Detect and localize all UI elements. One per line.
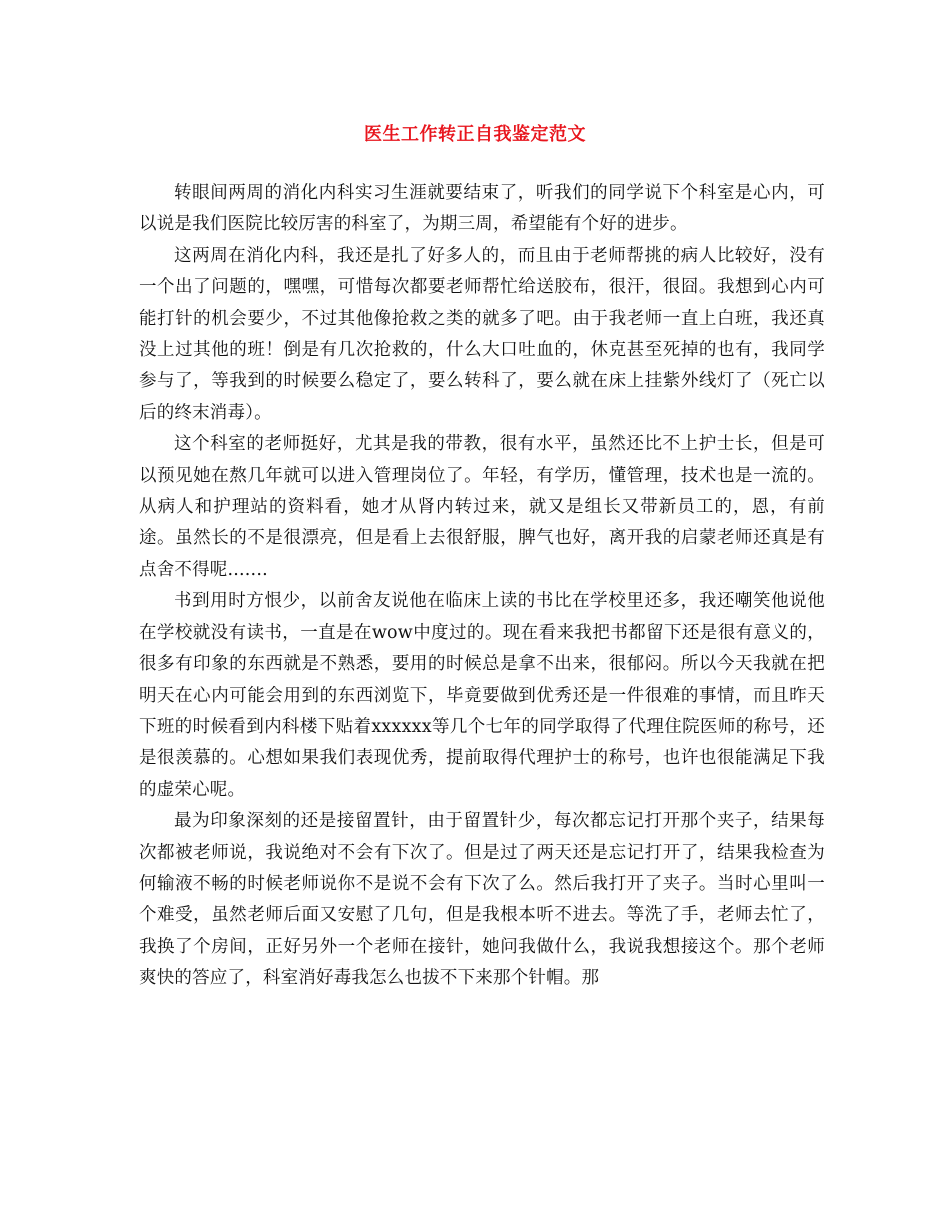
paragraph-2: 这两周在消化内科，我还是扎了好多人的，而且由于老师帮挑的病人比较好，没有一个出了问题的，嘿嘿，可惜每次都要老师帮忙给送胶布，很汗，很囧。我想到心内可能打针的机会要少，不过其他像抢救之类的就多了吧。由于我老师一直上白班，我还真没上过其他的班！倒是有几次抢救的，什么大口吐血的，休克甚至死掉的也有，我同学参与了，等我到的时候要么稳定了，要么转科了，要么就在床上挂紫外线灯了（死亡以后的终末消毒）。 [139,245,825,423]
paragraph-5: 最为印象深刻的还是接留置针，由于留置针少，每次都忘记打开那个夹子，结果每次都被老师说，我说绝对不会有下次了。但是过了两天还是忘记打开了，结果我检查为何输液不畅的时候老师说你不是说不会有下次了么。然后我打开了夹子。当时心里叫一个难受，虽然老师后面又安慰了几句，但是我根本听不进去。等洗了手，老师去忙了，我换了个房间，正好另外一个老师在接针，她问我做什么，我说我想接这个。那个老师爽快的答应了，科室消好毒我怎么也拔不下来那个针帽。那 [139,811,825,989]
document-title: 医生工作转正自我鉴定范文 [364,124,586,145]
document-body [139,178,825,995]
paragraph-1: 转眼间两周的消化内科实习生涯就要结束了，听我们的同学说下个科室是心内，可以说是我们医院比较厉害的科室了，为期三周，希望能有个好的进步。 [139,183,825,235]
paragraph-3: 这个科室的老师挺好，尤其是我的带教，很有水平，虽然还比不上护士长，但是可以预见她在熬几年就可以进入管理岗位了。年轻，有学历，懂管理，技术也是一流的。从病人和护理站的资料看，她才从肾内转过来，就又是组长又带新员工的，恩，有前途。虽然长的不是很漂亮，但是看上去很舒服，脾气也好，离开我的启蒙老师还真是有点舍不得呢....... [139,434,825,580]
paragraph-4: 书到用时方恨少，以前舍友说他在临床上读的书比在学校里还多，我还嘲笑他说他在学校就没有读书，一直是在wow中度过的。现在看来我把书都留下还是很有意义的，很多有印象的东西就是不熟悉，要用的时候总是拿不出来，很郁闷。所以今天我就在把明天在心内可能会用到的东西浏览下，毕竟要做到优秀还是一件很难的事情，而且昨天下班的时候看到内科楼下贴着xxxxxx等几个七年的同学取得了代理住院医师的称号，还是很羡慕的。心想如果我们表现优秀，提前取得代理护士的称号，也许也很能满足下我的虚荣心呢。 [139,591,825,800]
